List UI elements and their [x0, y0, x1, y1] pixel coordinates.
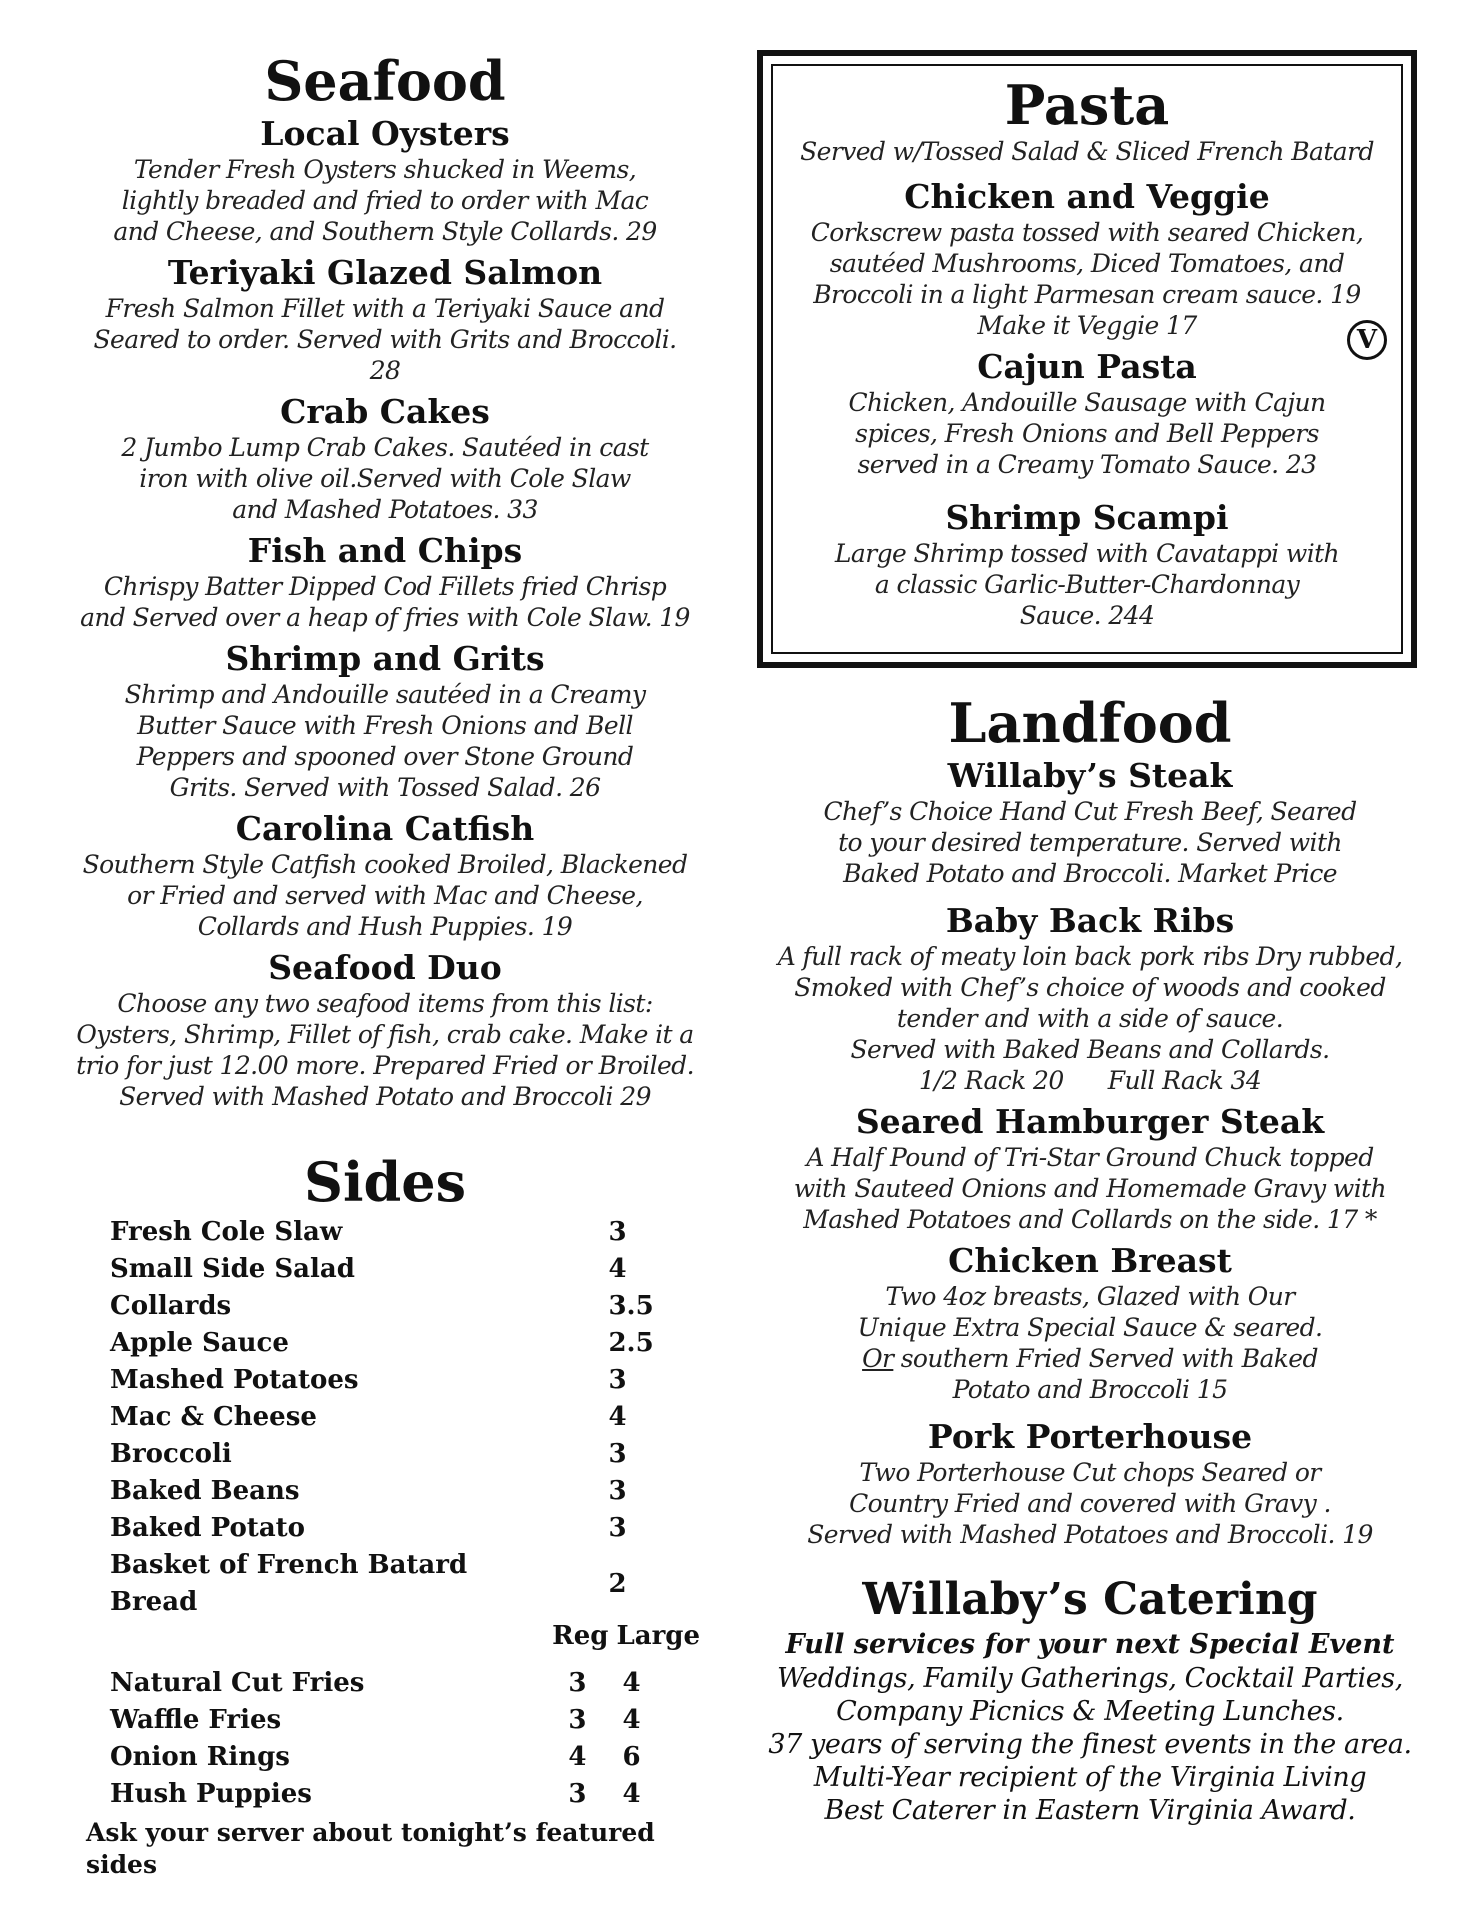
side-price: 4 [608, 1402, 627, 1432]
catering-title: Willaby’s Catering [862, 1574, 1318, 1625]
reg-price: 4 [568, 1742, 587, 1772]
sides-note: Ask your server about tonight’s featured sides [86, 1818, 655, 1879]
left-column [70, 0, 700, 1881]
side-name: Hush Puppies [110, 1779, 312, 1809]
item-name: Local Oysters [260, 114, 510, 153]
side-name: Broccoli [110, 1439, 232, 1469]
table-row [70, 1665, 700, 1702]
menu-item [763, 347, 1411, 480]
item-name: Shrimp Scampi [945, 498, 1229, 537]
menu-item [763, 498, 1411, 631]
side-name: Baked Potato [110, 1513, 306, 1543]
reg-price: 3 [568, 1705, 587, 1735]
large-header: Large [616, 1621, 700, 1651]
catering-line: Best Caterer in Eastern Virginia Award. [824, 1795, 1356, 1826]
menu-item [70, 392, 700, 525]
table-row [70, 1702, 700, 1739]
menu-item [760, 1241, 1420, 1405]
side-price: 3 [608, 1217, 627, 1247]
item-name: Fish and Chips [247, 531, 523, 570]
menu-item [70, 809, 700, 942]
table-row [70, 1510, 700, 1547]
side-price: 3 [608, 1513, 627, 1543]
item-description: Corkscrew pasta tossed with seared Chicken, sautéed Mushrooms, Diced Tomatoes, and Broccoli in a light Parmesan cream sauce. 19 [810, 218, 1364, 309]
menu-item [70, 253, 700, 386]
item-description: Large Shrimp tossed with Cavatappi with a classic Garlic-Butter-Chardonnay Sauce. 244 [834, 539, 1340, 630]
table-row [70, 1288, 700, 1325]
item-description: Tender Fresh Oysters shucked in Weems, lightly breaded and fried to order with Mac and Cheese, and Southern Style Collards. 29 [113, 155, 657, 246]
menu-item [70, 639, 700, 803]
side-price: 3.5 [608, 1291, 654, 1321]
table-row [70, 1436, 700, 1473]
item-name: Willaby’s Steak [947, 756, 1233, 795]
seafood-title: Seafood [264, 49, 506, 113]
side-price: 3 [608, 1476, 627, 1506]
item-name: Baby Back Ribs [945, 901, 1235, 940]
item-description: Chef’s Choice Hand Cut Fresh Beef, Seared to your desired temperature. Served with Baked Potato and Broccoli. Market Price [823, 797, 1357, 888]
menu-item [760, 901, 1420, 1096]
catering-subtitle: Full services for your next Special Event [785, 1629, 1395, 1660]
large-price: 4 [622, 1779, 641, 1809]
menu-item [760, 1102, 1420, 1235]
side-name: Fresh Cole Slaw [110, 1217, 343, 1247]
item-description: Choose any two seafood items from this list: Oysters, Shrimp, Fillet of fish, crab cake. Make it a trio for just 12.00 more. Prepared Fried or Broiled. Served with Mashed Potato and Broccoli 29 [76, 989, 694, 1111]
sides-table [70, 1214, 700, 1813]
item-description: Southern Style Catfish cooked Broiled, Blackened or Fried and served with Mac and Cheese, Collards and Hush Puppies. 19 [82, 850, 688, 941]
table-row [70, 1473, 700, 1510]
side-price: 4 [608, 1254, 627, 1284]
item-extra: Make it Veggie 17 [977, 311, 1197, 340]
reg-header: Reg [552, 1621, 609, 1651]
item-description-line: Served with Mashed Potatoes and Broccoli. 19 [807, 1520, 1373, 1549]
menu-item [760, 756, 1420, 889]
item-name: Chicken and Veggie [904, 177, 1270, 216]
landfood-title: Landfood [948, 691, 1232, 755]
landfood-section [760, 690, 1420, 1827]
table-row [70, 1399, 700, 1436]
item-name: Seared Hamburger Steak [855, 1102, 1325, 1141]
table-row [70, 1776, 700, 1813]
pasta-subtitle: Served w/Tossed Salad & Sliced French Batard [800, 137, 1374, 166]
side-price: 3 [608, 1439, 627, 1469]
side-price: 2 [608, 1568, 627, 1599]
table-row [70, 1547, 700, 1621]
large-price: 4 [622, 1705, 641, 1735]
side-price: 2.5 [608, 1328, 654, 1358]
large-price: 4 [622, 1668, 641, 1698]
item-description-line: Served with Baked Beans and Collards. [850, 1035, 1330, 1064]
sides-title: Sides [303, 1150, 467, 1214]
table-row [70, 1251, 700, 1288]
pasta-title: Pasta [1004, 73, 1170, 137]
side-name: Mac & Cheese [110, 1402, 317, 1432]
item-name: Teriyaki Glazed Salmon [167, 253, 603, 292]
catering-line: Multi-Year recipient of the Virginia Living [813, 1762, 1367, 1793]
side-name: Small Side Salad [110, 1254, 355, 1284]
item-description: A Half Pound of Tri-Star Ground Chuck topped with Sauteed Onions and Homemade Gravy with Mashed Potatoes and Collards on the side. 17 * [793, 1143, 1387, 1234]
side-price: 3 [608, 1365, 627, 1395]
item-name: Crab Cakes [280, 392, 490, 431]
table-row [70, 1325, 700, 1362]
veggie-icon: V [1347, 320, 1387, 360]
desc-part: southern Fried Served with Baked Potato and Broccoli 15 [893, 1344, 1318, 1404]
pasta-content [763, 74, 1411, 637]
side-name: Collards [110, 1291, 232, 1321]
reg-price: 3 [568, 1668, 587, 1698]
seafood-list [70, 114, 700, 1112]
menu-item [70, 114, 700, 247]
side-name: Basket of French Batard Bread [110, 1550, 468, 1617]
table-row [70, 1739, 700, 1776]
catering-line: Company Picnics & Meeting Lunches. [836, 1696, 1344, 1727]
item-name: Shrimp and Grits [225, 639, 545, 678]
item-description: Shrimp and Andouille sautéed in a Creamy Butter Sauce with Fresh Onions and Bell Peppers and spooned over Stone Ground Grits. Served with Tossed Salad. 26 [124, 680, 646, 802]
item-name: Carolina Catfish [235, 809, 535, 848]
desc-or: Or [862, 1344, 894, 1373]
item-description: 2 Jumbo Lump Crab Cakes. Sautéed in cast iron with olive oil.Served with Cole Slaw and Mashed Potatoes. 33 [121, 433, 649, 524]
desc-part: Two 4oz breasts, Glazed with Our Unique Extra Special Sauce & seared. [857, 1282, 1323, 1342]
item-description: Fresh Salmon Fillet with a Teriyaki Sauce and Seared to order. Served with Grits and Broccoli. 28 [93, 294, 677, 385]
side-name: Apple Sauce [110, 1328, 289, 1358]
item-description: A full rack of meaty loin back pork ribs Dry rubbed, Smoked with Chef’s choice of woods and cooked tender and with a side of sauce. [777, 942, 1403, 1033]
side-name: Onion Rings [110, 1742, 290, 1772]
catering-line: Weddings, Family Gatherings, Cocktail Parties, [777, 1663, 1403, 1694]
size-header-row [70, 1621, 700, 1651]
item-description [760, 1281, 1420, 1405]
item-name: Seafood Duo [268, 948, 502, 987]
item-name: Cajun Pasta [977, 347, 1197, 386]
item-description: Two Porterhouse Cut chops Seared or Country Fried and covered with Gravy . [849, 1458, 1331, 1518]
table-row [70, 1362, 700, 1399]
menu-item [760, 1417, 1420, 1550]
reg-price: 3 [568, 1779, 587, 1809]
item-description: Chrispy Batter Dipped Cod Fillets fried Chrisp and Served over a heap of fries with Cole Slaw. 19 [80, 572, 690, 632]
side-name: Mashed Potatoes [110, 1365, 359, 1395]
table-row [70, 1214, 700, 1251]
large-price: 6 [622, 1742, 641, 1772]
item-name: Pork Porterhouse [927, 1417, 1253, 1456]
side-name: Waffle Fries [110, 1705, 282, 1735]
item-name: Chicken Breast [948, 1241, 1232, 1280]
item-price-line: 1/2 Rack 20 Full Rack 34 [918, 1066, 1262, 1095]
catering-line: 37 years of serving the finest events in the area. [768, 1729, 1412, 1760]
side-name: Natural Cut Fries [110, 1668, 365, 1698]
menu-item [70, 531, 700, 633]
pasta-box [757, 50, 1417, 668]
menu-item [763, 177, 1411, 341]
side-name: Baked Beans [110, 1476, 300, 1506]
item-description: Chicken, Andouille Sausage with Cajun spices, Fresh Onions and Bell Peppers served in a Creamy Tomato Sauce. 23 [848, 388, 1326, 479]
menu-item [70, 948, 700, 1112]
